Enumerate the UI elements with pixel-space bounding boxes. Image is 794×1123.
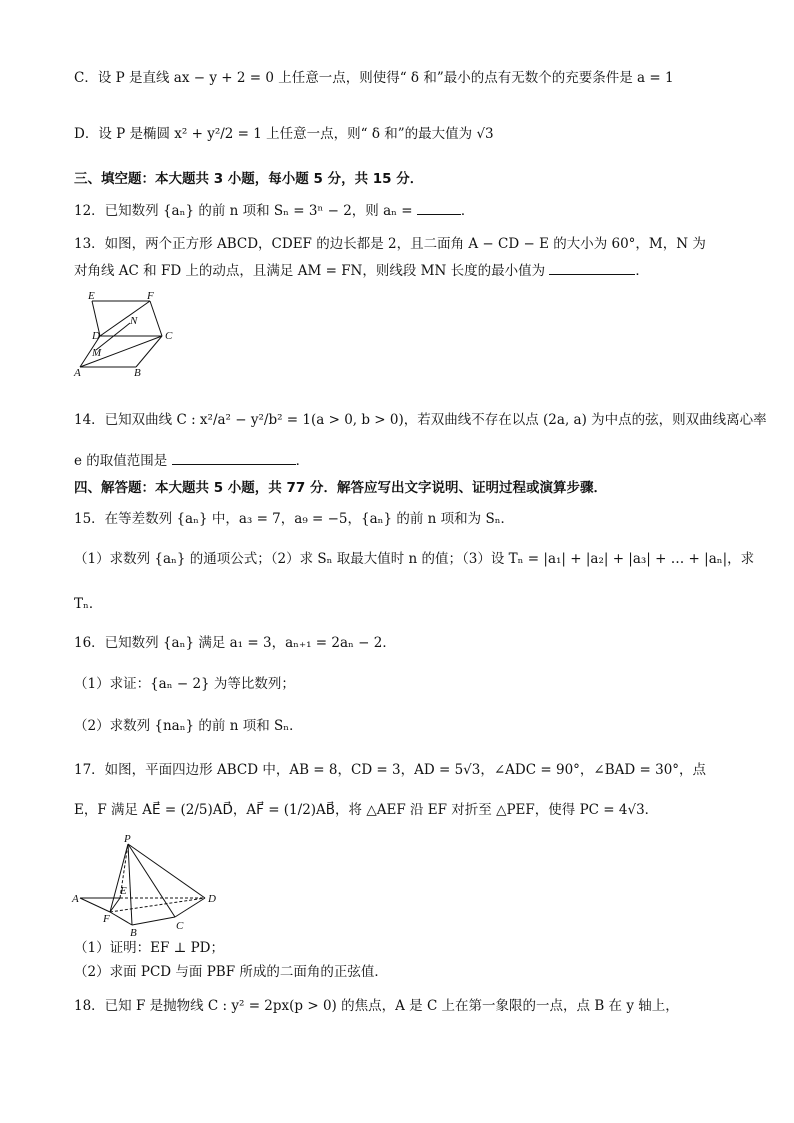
fig13-label-n: N [130,315,138,327]
question-16-part-1: （1）求证：{aₙ − 2} 为等比数列； [74,676,295,692]
question-14-line-2: e 的取值范围是 ． [74,450,734,471]
fig17-label-d: D [208,893,216,905]
option-c: C．设 P 是直线 ax − y + 2 = 0 上任意一点，则使得“ δ 和”最小的点有无数个的充要条件是 a = 1 [74,70,674,86]
figure-13 [70,288,190,380]
option-d: D．设 P 是椭圆 x² + y²/2 = 1 上任意一点，则“ δ 和”的最大值为 √3 [74,126,494,142]
fig13-label-f: F [147,290,154,302]
question-17-line-1: 17．如图，平面四边形 ABCD 中，AB = 8，CD = 3，AD = 5√3，∠ADC = 90°，∠BAD = 30°，点 [74,762,707,778]
fig17-label-e: E [120,885,127,897]
section-3-heading: 三、填空题：本大题共 3 小题，每小题 5 分，共 15 分． [74,171,424,187]
question-12-text: 12．已知数列 {aₙ} 的前 n 项和 Sₙ = 3ⁿ − 2，则 aₙ = [74,203,413,219]
fig13-label-d: D [92,330,100,342]
question-17-line-2: E，F 满足 AE⃗ = (2/5)AD⃗，AF⃗ = (1/2)AB⃗，将 △AEF 沿 EF 对折至 △PEF，使得 PC = 4√3． [74,802,659,818]
fig13-label-b: B [134,367,141,379]
question-14-line-1: 14．已知双曲线 C : x²/a² − y²/b² = 1(a > 0, b > 0)，若双曲线不存在以点 (2a, a) 为中点的弦，则双曲线离心率 [74,412,767,428]
question-18: 18．已知 F 是抛物线 C : y² = 2px(p > 0) 的焦点，A 是 C 上在第一象限的一点，点 B 在 y 轴上， [74,998,679,1014]
figure-17 [70,832,220,940]
answer-blank-12[interactable] [417,200,461,215]
question-12: 12．已知数列 {aₙ} 的前 n 项和 Sₙ = 3ⁿ − 2，则 aₙ = ． [74,200,734,221]
question-17-part-1: （1）证明：EF ⊥ PD； [74,940,224,956]
question-15: 15．在等差数列 {aₙ} 中，a₃ = 7，a₉ = −5，{aₙ} 的前 n 项和为 Sₙ． [74,511,515,527]
fig13-label-a: A [74,367,81,379]
answer-blank-13[interactable] [549,260,635,275]
question-16: 16．已知数列 {aₙ} 满足 a₁ = 3，aₙ₊₁ = 2aₙ − 2． [74,635,396,651]
question-16-part-2: （2）求数列 {naₙ} 的前 n 项和 Sₙ． [74,718,303,734]
question-14-text: e 的取值范围是 [74,453,168,469]
question-15-part-2: Tₙ． [74,596,103,612]
fig13-label-m: M [92,347,102,359]
fig17-label-b: B [130,927,137,939]
question-13-line-2: 对角线 AC 和 FD 上的动点，且满足 AM = FN，则线段 MN 长度的最小值为 ． [74,260,734,281]
fig17-label-c: C [176,920,184,932]
fig17-label-f: F [103,913,110,925]
answer-blank-14[interactable] [172,450,296,465]
fig13-label-e: E [88,290,95,302]
question-13-text: 对角线 AC 和 FD 上的动点，且满足 AM = FN，则线段 MN 长度的最小值为 [74,263,546,279]
question-17-part-2: （2）求面 PCD 与面 PBF 所成的二面角的正弦值． [74,964,388,980]
section-4-heading: 四、解答题：本大题共 5 小题，共 77 分．解答应写出文字说明、证明过程或演算步骤． [74,480,607,496]
fig13-label-c: C [165,330,173,342]
fig17-label-a: A [72,893,79,905]
question-13-line-1: 13．如图，两个正方形 ABCD，CDEF 的边长都是 2，且二面角 A − CD − E 的大小为 60°，M，N 为 [74,236,706,252]
fig17-label-p: P [124,833,131,845]
question-15-part-1: （1）求数列 {aₙ} 的通项公式；（2）求 Sₙ 取最大值时 n 的值；（3）设 Tₙ = |a₁| + |a₂| + |a₃| + … + |aₙ|，求 [74,551,755,567]
